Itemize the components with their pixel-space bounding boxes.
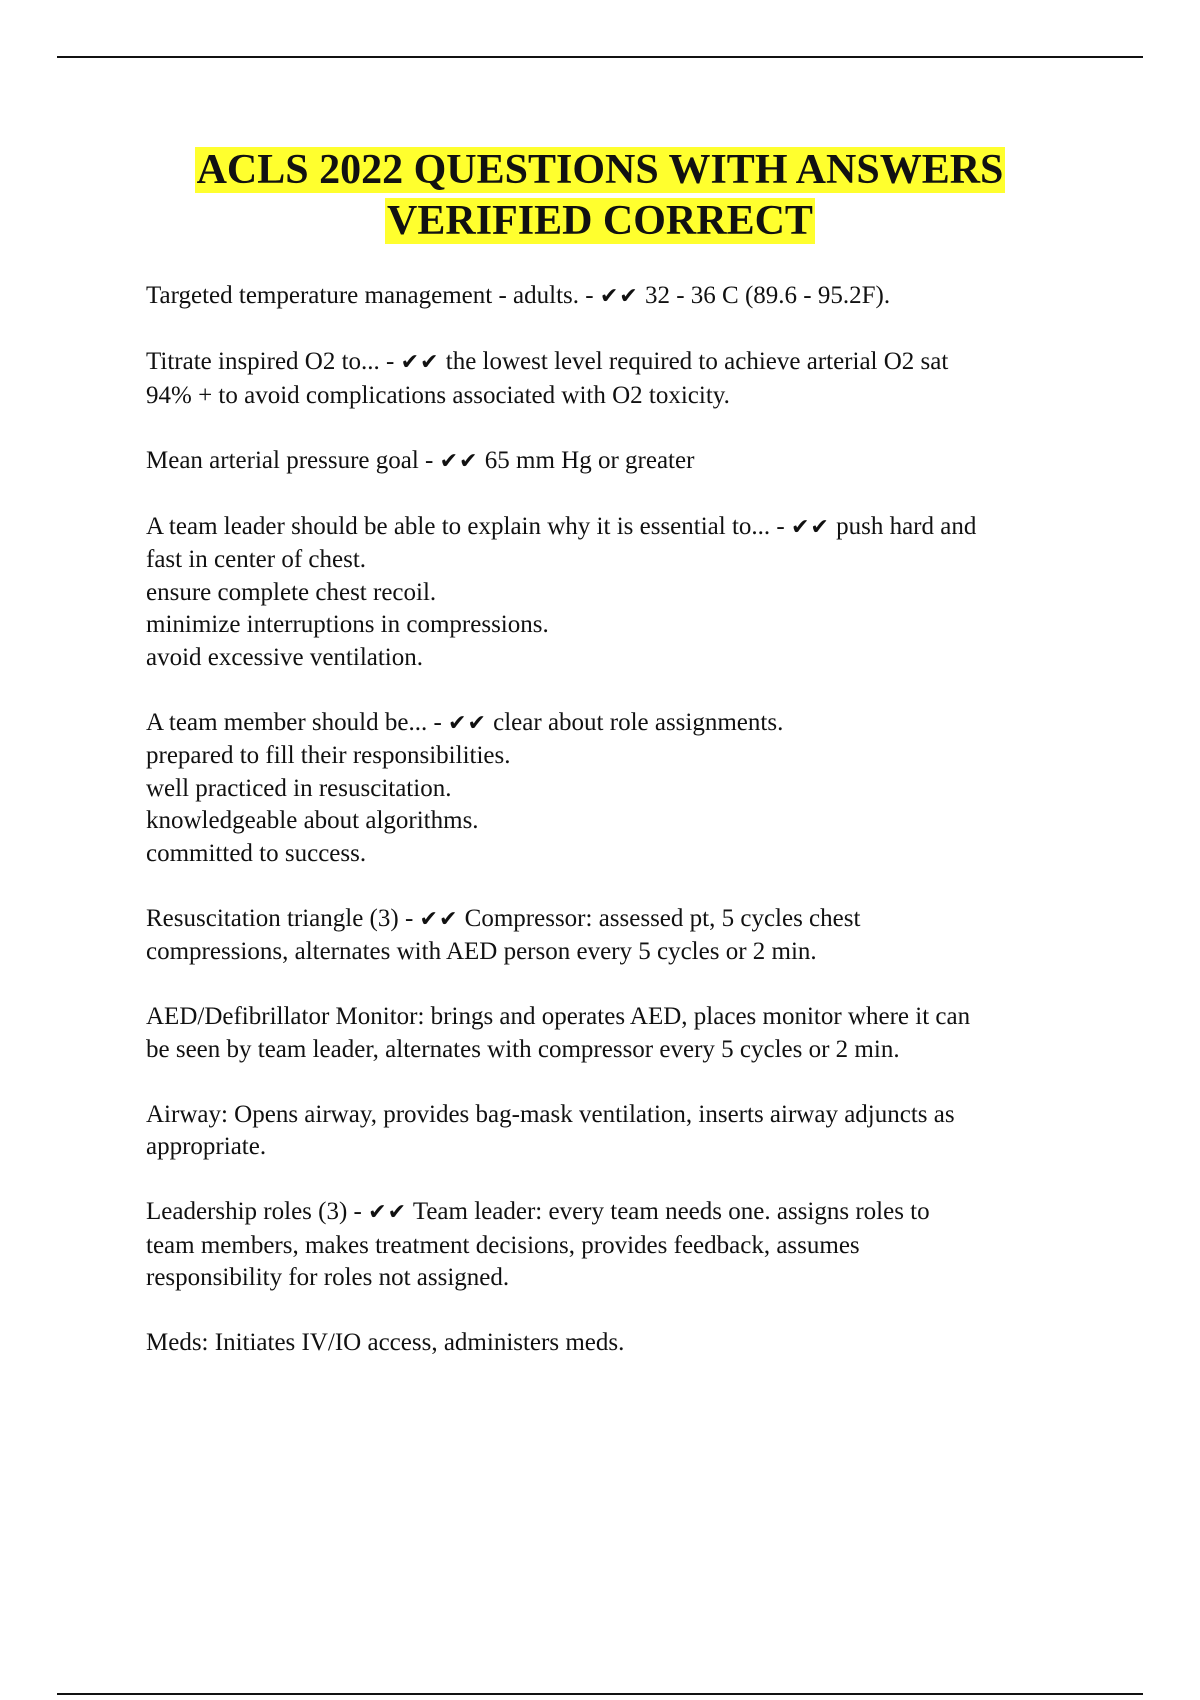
answer-text: clear about role assignments. <box>486 708 784 736</box>
answer-text: committed to success. <box>146 839 367 867</box>
qa-team-leader <box>146 511 1106 675</box>
answer-text: 94% + to avoid complications associated with O2 toxicity. <box>146 381 730 409</box>
question-text: Targeted temperature management - adults. - <box>146 282 600 309</box>
answer-text: Team leader: every team needs one. assigns roles to <box>407 1198 930 1225</box>
check-mark-icon: ✔✔ <box>400 350 440 375</box>
document-title <box>100 145 1100 247</box>
question-text: Resuscitation triangle (3) - <box>146 904 420 932</box>
check-mark-icon: ✔✔ <box>599 284 639 309</box>
answer-text: minimize interruptions in compressions. <box>146 611 549 638</box>
paragraph-text: Meds: Initiates IV/IO access, administers meds. <box>146 1329 625 1356</box>
paragraph-text: Airway: Opens airway, provides bag-mask ventilation, inserts airway adjuncts as <box>146 1100 955 1128</box>
title-line-1: ACLS 2022 QUESTIONS WITH ANSWERS <box>196 147 1004 193</box>
answer-text: team members, makes treatment decisions, provides feedback, assumes <box>146 1231 860 1259</box>
document-body <box>146 280 1106 1392</box>
check-mark-icon: ✔✔ <box>790 514 830 540</box>
bottom-rule <box>57 1693 1143 1695</box>
question-text: Titrate inspired O2 to... - <box>146 348 401 375</box>
answer-text: fast in center of chest. <box>146 546 367 573</box>
answer-text: prepared to fill their responsibilities. <box>146 742 511 769</box>
qa-titrate-o2 <box>146 346 1106 412</box>
question-text: A team leader should be able to explain why it is essential to... - <box>146 512 791 540</box>
check-mark-icon: ✔✔ <box>439 448 479 474</box>
answer-text: 32 - 36 C (89.6 - 95.2F). <box>638 282 891 309</box>
check-mark-icon: ✔✔ <box>448 710 487 736</box>
question-text: Mean arterial pressure goal - <box>146 446 440 474</box>
question-text: Leadership roles (3) - <box>146 1198 369 1225</box>
paragraph-text: AED/Defibrillator Monitor: brings and operates AED, places monitor where it can <box>146 1003 971 1030</box>
answer-text: Compressor: assessed pt, 5 cycles chest <box>458 904 861 932</box>
answer-text: compressions, alternates with AED person every 5 cycles or 2 min. <box>146 938 817 965</box>
answer-text: the lowest level required to achieve arterial O2 sat <box>439 348 949 375</box>
qa-mean-arterial-pressure <box>146 445 1106 479</box>
answer-text: well practiced in resuscitation. <box>146 774 452 802</box>
qa-leadership-roles <box>146 1196 1106 1295</box>
answer-text: knowledgeable about algorithms. <box>146 807 479 834</box>
qa-resuscitation-triangle <box>146 903 1106 969</box>
paragraph-text: be seen by team leader, alternates with compressor every 5 cycles or 2 min. <box>146 1035 900 1063</box>
check-mark-icon: ✔✔ <box>419 906 459 932</box>
answer-text: ensure complete chest recoil. <box>146 578 437 606</box>
answer-text: 65 mm Hg or greater <box>478 446 695 474</box>
qa-team-member <box>146 707 1106 871</box>
paragraph-meds <box>146 1327 1106 1360</box>
answer-text: avoid excessive ventilation. <box>146 643 424 671</box>
check-mark-icon: ✔✔ <box>368 1200 408 1225</box>
answer-text: push hard and <box>829 512 977 540</box>
paragraph-aed-monitor <box>146 1001 1106 1066</box>
paragraph-text: appropriate. <box>146 1133 267 1160</box>
top-rule <box>57 56 1143 58</box>
qa-temperature <box>146 280 1106 314</box>
title-line-2: VERIFIED CORRECT <box>387 198 813 244</box>
paragraph-airway <box>146 1099 1106 1164</box>
question-text: A team member should be... - <box>146 708 449 736</box>
answer-text: responsibility for roles not assigned. <box>146 1264 510 1291</box>
